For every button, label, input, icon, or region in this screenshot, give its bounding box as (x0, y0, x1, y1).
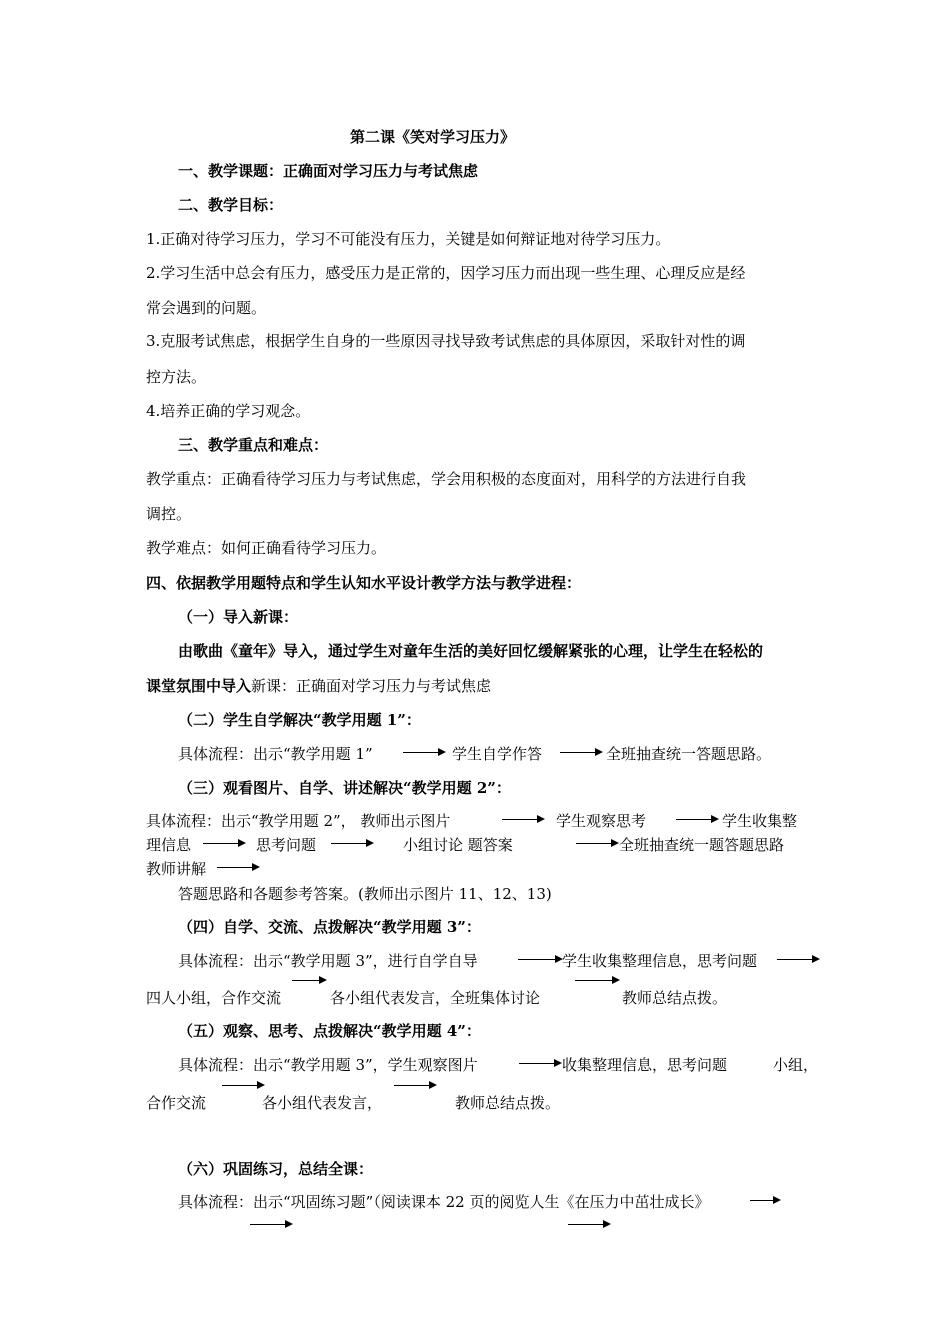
goal-3-line2: 控方法。 (146, 368, 207, 386)
flow-arrow (777, 959, 817, 960)
key-point-line2: 调控。 (146, 505, 192, 523)
step-3-l2-d: 全班抽查统一题答题思路 (619, 836, 785, 854)
flow-arrow (292, 980, 324, 981)
section-topic: 一、教学课题：正确面对学习压力与考试焦虑 (178, 162, 479, 180)
goal-4: 4.培养正确的学习观念。 (146, 402, 311, 420)
difficulty: 教学难点：如何正确看待学习压力。 (146, 539, 387, 557)
flow-arrow (676, 819, 716, 820)
step-4-l1-a: 具体流程：出示“教学用题 3”，进行自学自导 (178, 952, 478, 970)
step-3-l1-c: 学生收集整 (722, 812, 798, 830)
step-5-l1-a: 具体流程：出示“教学用题 3”，学生观察图片 (178, 1056, 478, 1074)
step-5-l2-b: 各小组代表发言， (262, 1094, 383, 1112)
step-2-flow-b: 学生自学作答 (452, 745, 543, 763)
flow-arrow (519, 1063, 559, 1064)
step-3-l2-a: 理信息 (146, 836, 192, 854)
flow-arrow (750, 1200, 778, 1201)
step-1-line1: 由歌曲《童年》导入，通过学生对童年生活的美好回忆缓解紧张的心理，让学生在轻松的 (178, 642, 764, 660)
step-1-line2 (146, 676, 491, 696)
goal-2-line1: 2.学习生活中总会有压力，感受压力是正常的，因学习压力而出现一些生理、心理反应是经 (146, 264, 746, 282)
step-3-l1-a: 具体流程：出示“教学用题 2”， 教师出示图片 (146, 812, 451, 830)
flow-arrow (203, 843, 243, 844)
key-point-line1: 教学重点：正确看待学习压力与考试焦虑，学会用积极的态度面对，用科学的方法进行自我 (146, 470, 747, 488)
flow-arrow (394, 1085, 434, 1086)
step-1-line2-bold: 课堂氛围中导入 (146, 677, 252, 695)
step-4-heading: （四）自学、交流、点拨解决“教学用题 3”： (178, 918, 481, 936)
flow-arrow (403, 752, 443, 753)
step-3-l3: 教师讲解 (146, 860, 207, 878)
flow-arrow (502, 819, 542, 820)
step-5-l1-b: 收集整理信息，思考问题 (562, 1056, 728, 1074)
flow-arrow (568, 1224, 608, 1225)
step-5-l1-c: 小组， (773, 1056, 819, 1074)
section-goals-heading: 二、教学目标： (178, 196, 284, 214)
step-3-heading: （三）观看图片、自学、讲述解决“教学用题 2”： (178, 779, 511, 797)
page-title: 第二课《笑对学习压力》 (350, 128, 516, 146)
step-2-heading: （二）学生自学解决“教学用题 1”： (178, 711, 421, 729)
flow-arrow (576, 843, 616, 844)
step-4-l2-b: 各小组代表发言，全班集体讨论 (330, 989, 541, 1007)
goal-2-line2: 常会遇到的问题。 (146, 299, 267, 317)
step-6-heading: （六）巩固练习，总结全课： (178, 1160, 374, 1178)
step-1-heading: （一）导入新课： (178, 608, 299, 626)
section-keys-heading: 三、教学重点和难点： (178, 436, 329, 454)
step-2-flow-a: 具体流程：出示“教学用题 1” (178, 745, 373, 763)
flow-arrow (222, 1085, 262, 1086)
step-6-l1: 具体流程：出示“巩固练习题”（阅读课本 22 页的阅览人生《在压力中茁壮成长》 (178, 1193, 710, 1211)
step-3-l1-b: 学生观察思考 (556, 812, 647, 830)
flow-arrow (575, 980, 617, 981)
step-5-l2-a: 合作交流 (146, 1094, 207, 1112)
step-3-l2-b: 思考问题 (256, 836, 317, 854)
flow-arrow (518, 959, 560, 960)
step-1-line2-rest: 新课：正确面对学习压力与考试焦虑 (251, 677, 492, 695)
flow-arrow (331, 843, 371, 844)
goal-1: 1.正确对待学习压力，学习不可能没有压力，关键是如何辩证地对待学习压力。 (146, 230, 671, 248)
step-5-l2-c: 教师总结点拨。 (455, 1094, 561, 1112)
section-4-heading: 四、依据教学用题特点和学生认知水平设计教学方法与教学进程： (146, 574, 582, 592)
goal-3-line1: 3.克服考试焦虑，根据学生自身的一些原因寻找导致考试焦虑的具体原因，采取针对性的调 (146, 332, 746, 350)
step-3-l4: 答题思路和各题参考答案。(教师出示图片 11、12、13) (178, 885, 552, 903)
flow-arrow (250, 1224, 290, 1225)
step-5-heading: （五）观察、思考、点拨解决“教学用题 4”： (178, 1022, 481, 1040)
step-4-l2-a: 四人小组，合作交流 (146, 989, 282, 1007)
flow-arrow (217, 867, 257, 868)
step-2-flow-c: 全班抽查统一答题思路。 (606, 745, 772, 763)
step-4-l1-b: 学生收集整理信息，思考问题 (562, 952, 758, 970)
flow-arrow (560, 752, 600, 753)
step-4-l2-c: 教师总结点拨。 (622, 989, 728, 1007)
step-3-l2-c: 小组讨论 题答案 (403, 836, 513, 854)
